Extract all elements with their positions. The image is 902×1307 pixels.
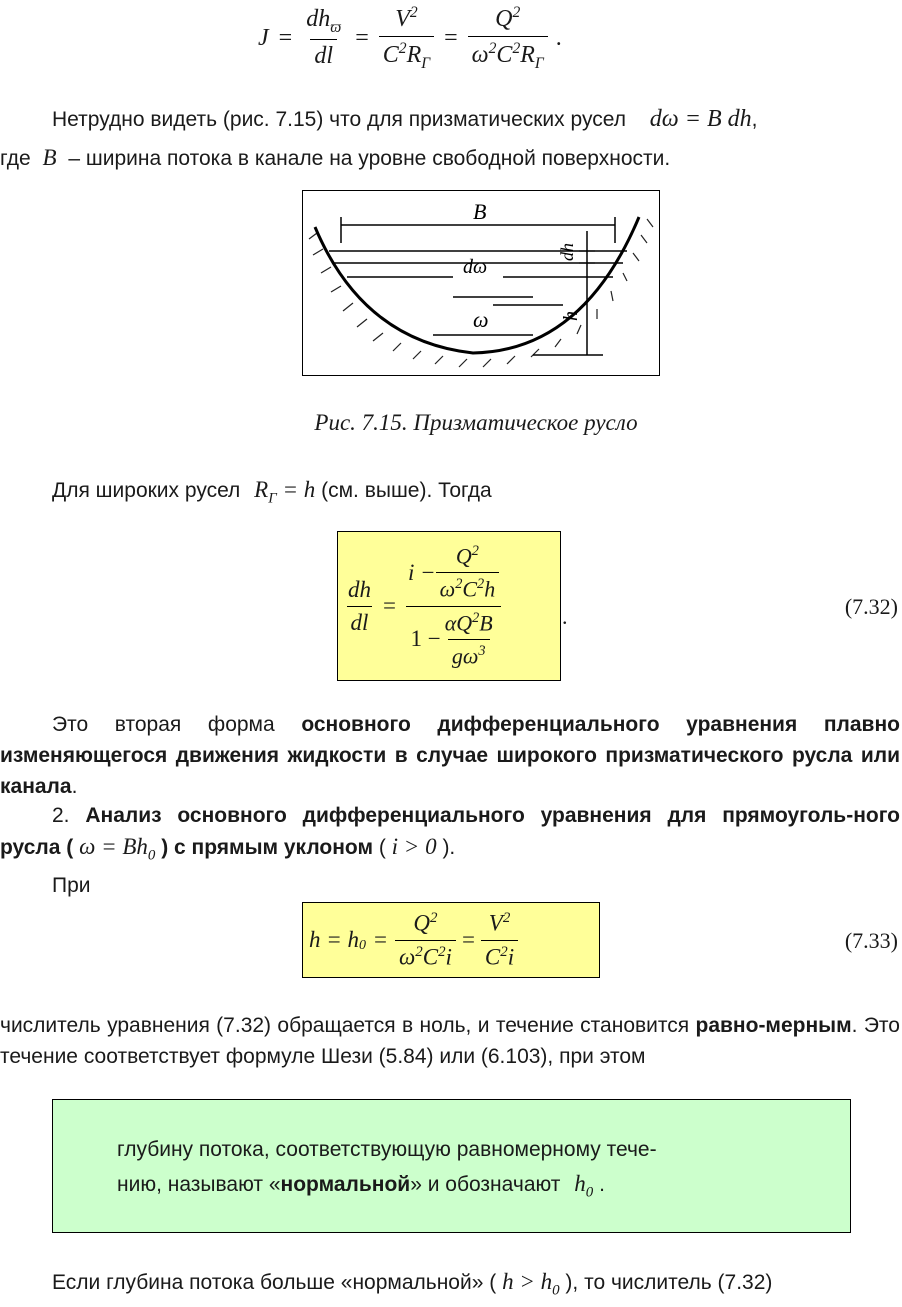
fig-label-dw: dω (463, 256, 488, 278)
formula-top-frac1: $\frac{dh_ϖ}{dl}$ (306, 5, 342, 70)
definition-line-1: глубину потока, соответствующую равномерному тече- (117, 1138, 657, 1161)
paragraph-7: Если глубина потока больше «нормальной» ( $h > h_0$ ), то числитель (7.32) (52, 1269, 773, 1299)
fig-label-B: B (473, 199, 487, 224)
formula-top-frac2: $\frac{V^2}{C^2R_Г}$ (379, 4, 434, 73)
paragraph-1-line-2: где B – ширина потока в канале на уровне свободной поверхности. (0, 145, 671, 170)
paragraph-1-line-1: Нетрудно видеть (рис. 7.15) что для призматических русел dω = B dh, (52, 106, 758, 132)
equation-7-32-box: $\frac{dh}{dl}$ = i − $\frac{Q^2}{\omega^2C^2h}$ 1 − $\frac{\alpha Q^2B}{g\omega^3}$ (337, 531, 561, 681)
var-B: B (42, 145, 57, 170)
eq732-rhs: i − $\frac{Q^2}{\omega^2C^2h}$ 1 − $\frac{\alpha Q^2B}{g\omega^3}$ (404, 543, 503, 669)
paragraph-2: Для широких русел $R_Г = h$ (см. выше). Тогда (52, 477, 492, 507)
formula-top-lhs: J (258, 24, 269, 51)
eq733-frac1: $\frac{Q^2}{\omega^2C^2i}$ (395, 910, 456, 970)
formula-top-frac3: $\frac{Q^2}{\omega^2C^2R_Г}$ (468, 4, 548, 73)
definition-box (52, 1099, 851, 1233)
definition-line-2: нию, называют «нормальной» и обозначают $h_0$ . (117, 1171, 605, 1201)
eq732-lhs: $\frac{dh}{dl}$ (348, 576, 371, 635)
formula-top-eq1: = (278, 24, 293, 51)
formula-w-Bh0: $\omega = Bh_0$ (79, 834, 156, 864)
ground-hatching (309, 219, 653, 367)
formula-top-end: . (555, 24, 562, 51)
formula-i-gt-0: i > 0 (391, 834, 437, 859)
figure-prismatic-channel (302, 190, 660, 376)
formula-R-eq-h: $R_Г = h$ (254, 477, 316, 507)
figure-caption: Рис. 7.15. Призматическое русло (314, 410, 638, 435)
equation-7-33-number: (7.33) (844, 928, 898, 953)
paragraph-4: 2. Анализ основного дифференциального уравнения для прямоуголь-ного русла ( $\omega = Bh_0$ ) с прямым уклоном ( i > 0 ). (0, 804, 900, 864)
formula-dw: dω = B dh (649, 106, 752, 132)
formula-h-gt-h0: $h > h_0$ (502, 1269, 560, 1299)
eq733-frac2: $\frac{V^2}{C^2i}$ (481, 910, 518, 970)
formula-top-eq3: = (444, 24, 458, 51)
equation-7-33-box: h = h $_0$ = $\frac{Q^2}{\omega^2C^2i}$ = $\frac{V^2}{C^2i}$ (302, 902, 600, 978)
var-h0: $h_0$ (574, 1171, 594, 1201)
channel-bed (315, 217, 639, 353)
fig-label-dh: dh (557, 243, 577, 261)
channel-diagram (303, 191, 658, 374)
formula-top-eq2: = (355, 24, 369, 51)
fig-label-w: ω (473, 307, 489, 332)
fig-label-h: h (560, 311, 582, 321)
equation-7-32-number: (7.32) (844, 594, 898, 619)
paragraph-6: числитель уравнения (7.32) обращается в ноль, и течение становится равно-мерным. Это течение соответствует формуле Шези (5.84) или (6.103), при этом (0, 1014, 900, 1068)
paragraph-3: Это вторая форма основного дифференциального уравнения плавно изменяющегося движения жидкости в случае широкого призматического русла или канала. (0, 713, 900, 798)
formula-top (258, 3, 658, 72)
eq732-dot: . (562, 604, 568, 629)
paragraph-5: При (52, 874, 91, 897)
